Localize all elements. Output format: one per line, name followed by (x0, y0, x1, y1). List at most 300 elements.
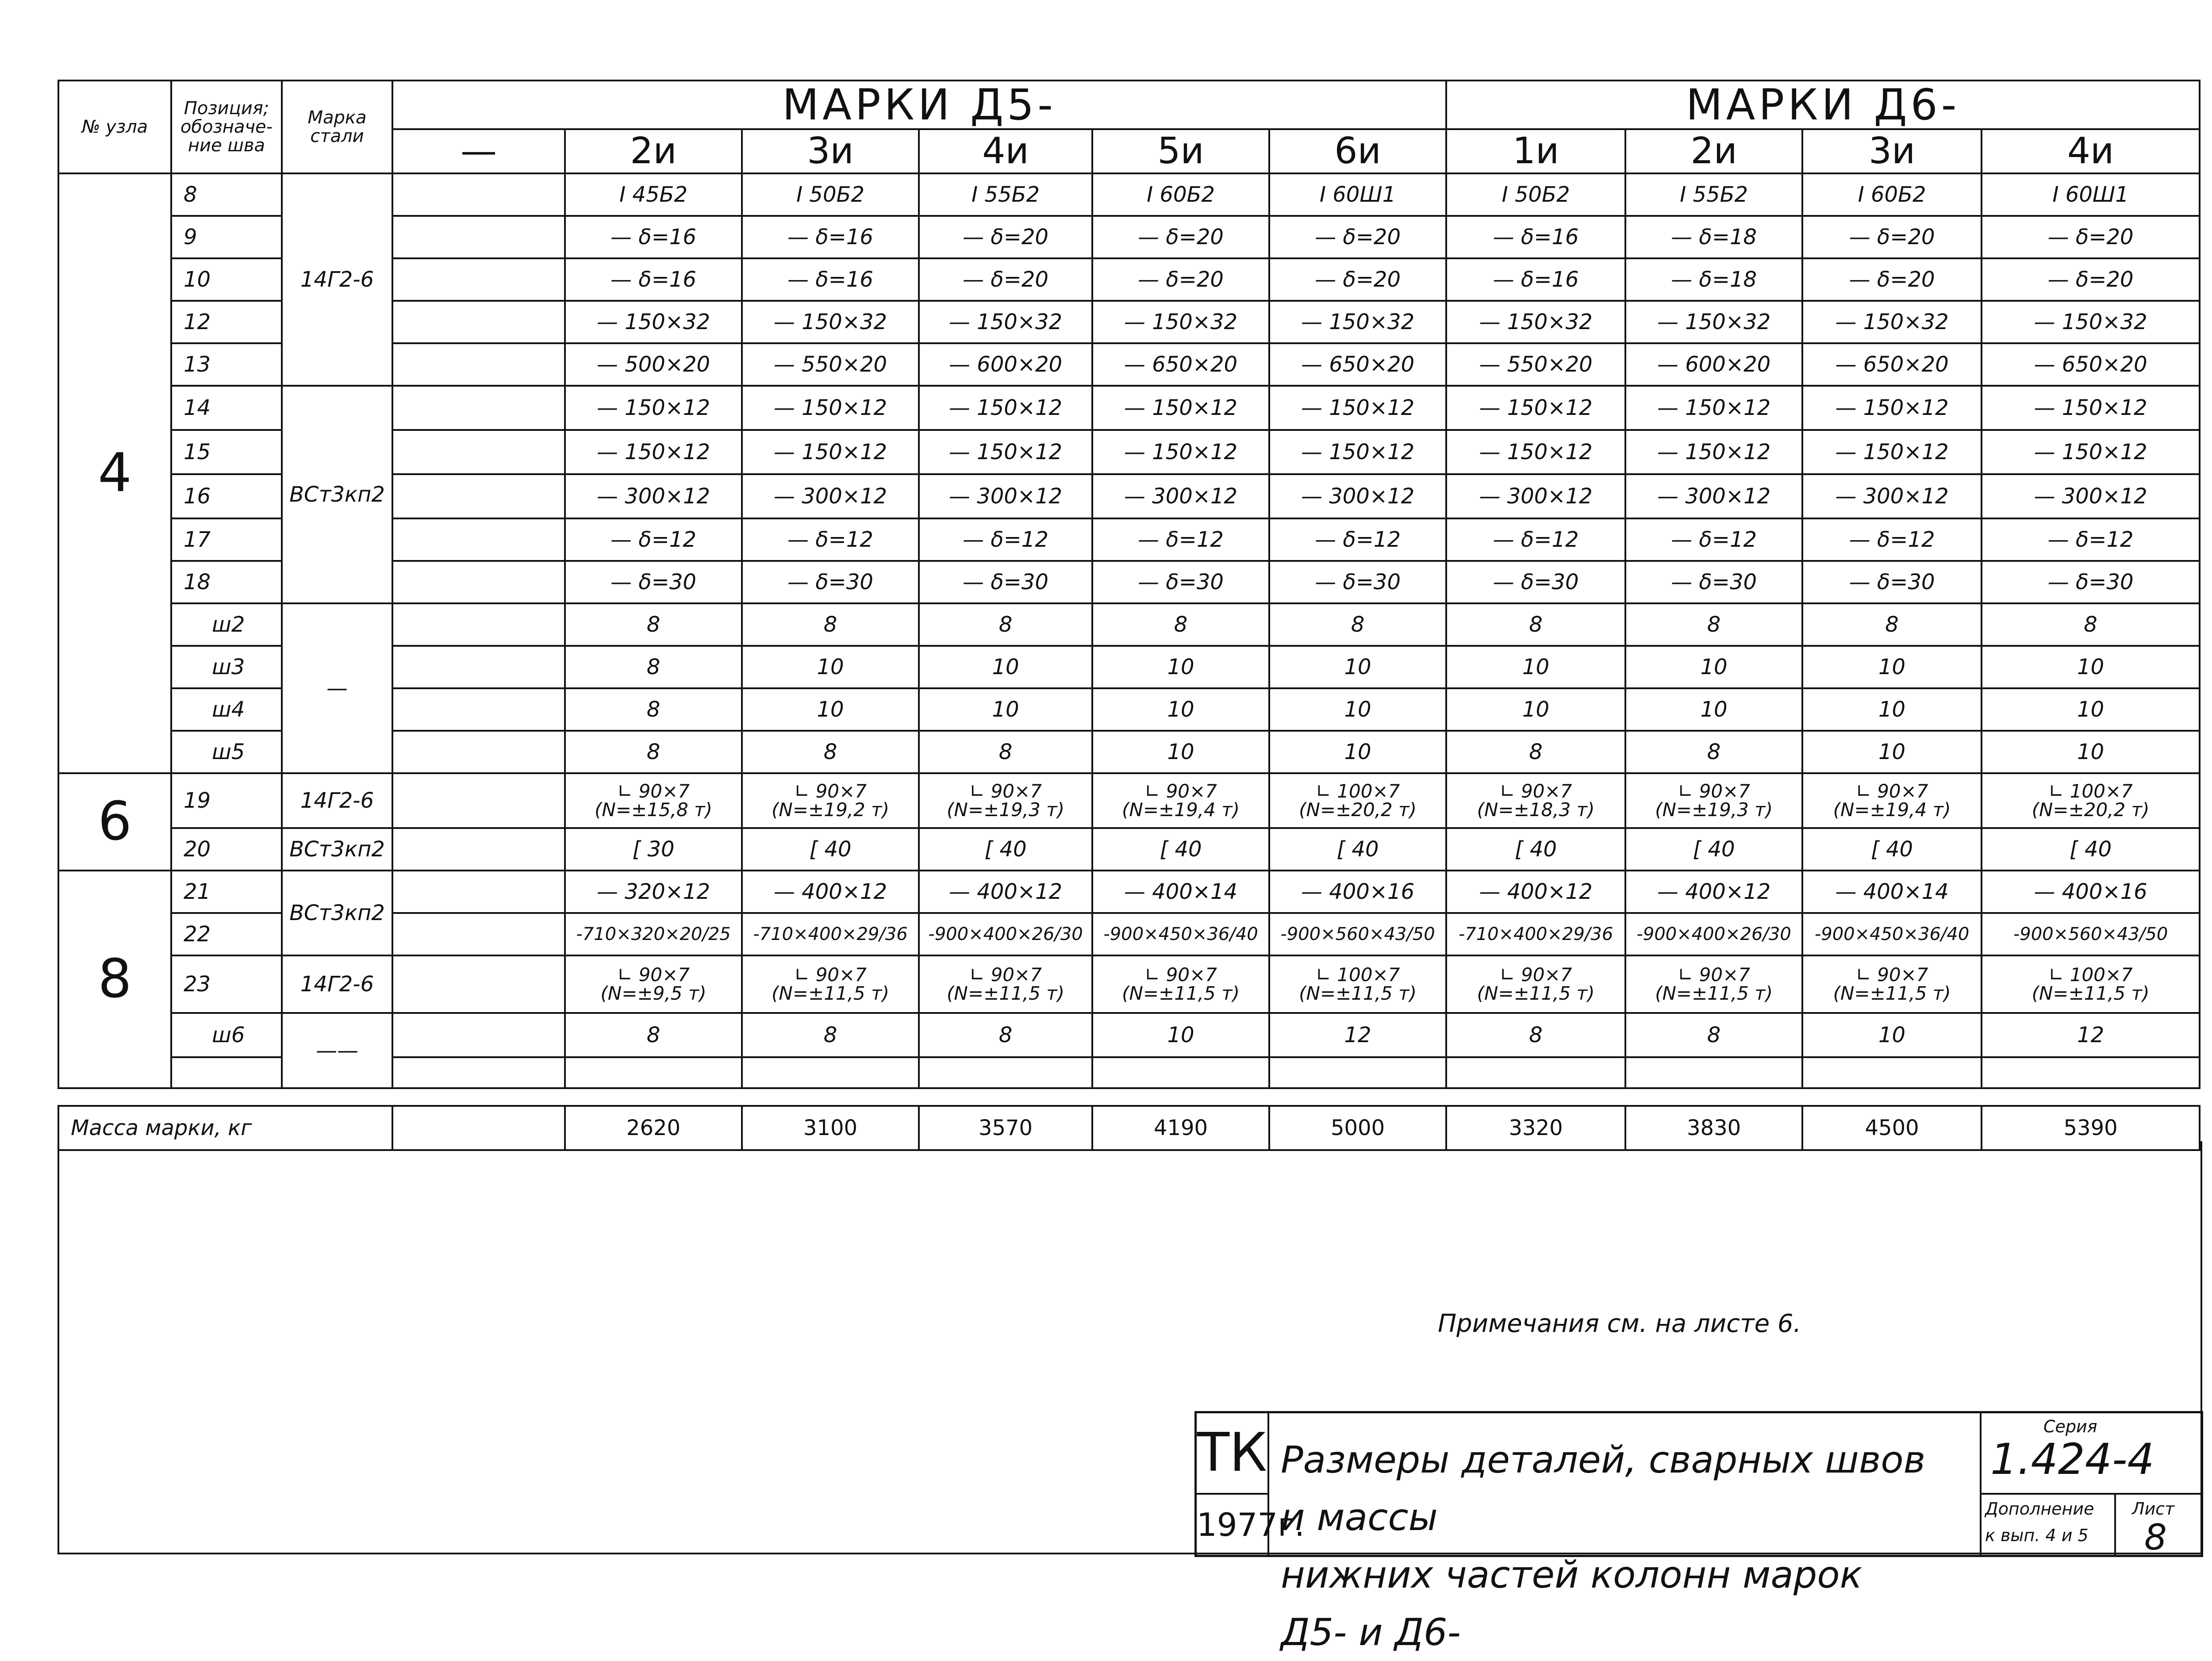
col-header-d5: 3и (742, 129, 919, 173)
value-cell: — 500×20 (565, 343, 742, 386)
note-text: Примечания см. на листе 6. (1438, 1309, 1801, 1338)
value-cell: — δ=18 (1625, 216, 1802, 258)
value-cell: [ 40 (1446, 828, 1625, 871)
value-cell: 8 (565, 646, 742, 688)
value-line: ∟ 90×7 (617, 964, 690, 986)
steel-grade: 14Г2-6 (282, 173, 392, 386)
value-cell: — 150×12 (1625, 386, 1802, 430)
value-line: (N=±11,5 т) (1299, 982, 1417, 1004)
drawing-title (1281, 1431, 1936, 1661)
value-cell: I 50Б2 (1446, 173, 1625, 216)
position-cell: 19 (171, 773, 282, 828)
value-line: (N=±18,3 т) (1477, 799, 1595, 821)
value-cell: 8 (1446, 731, 1625, 773)
value-cell: — δ=30 (1269, 561, 1446, 603)
value-line: ∟ 90×7 (617, 780, 690, 802)
value-cell: 10 (1092, 1013, 1269, 1057)
value-cell: — 150×32 (1446, 301, 1625, 343)
value-cell (565, 1057, 742, 1088)
value-cell: — δ=12 (1269, 518, 1446, 561)
node-number: 8 (58, 871, 171, 1088)
value-cell: — 400×16 (1269, 871, 1446, 913)
value-cell: — 300×12 (1982, 474, 2200, 518)
title-block (1194, 1411, 2203, 1654)
value-cell: — 150×12 (1982, 386, 2200, 430)
value-cell: — 150×12 (1982, 430, 2200, 474)
header-position: Позиция; обозначе-ние шва (171, 81, 282, 173)
value-cell: — 150×32 (1092, 301, 1269, 343)
mass-value: 3100 (742, 1106, 919, 1150)
dash-column-cell (392, 301, 565, 343)
value-cell: 8 (742, 603, 919, 646)
value-cell: — 150×12 (565, 386, 742, 430)
dash-column-cell (392, 646, 565, 688)
value-cell: — 150×12 (1446, 430, 1625, 474)
steel-grade: ВСт3кп2 (282, 828, 392, 871)
value-cell (1446, 1057, 1625, 1088)
col-header-d6: 3и (1802, 129, 1982, 173)
mass-value: 4500 (1802, 1106, 1982, 1150)
value-cell: -900×450×36/40 (1092, 913, 1269, 955)
col-header-dash: — (392, 129, 565, 173)
dash-column-cell (392, 913, 565, 955)
value-line: (N=±19,4 т) (1833, 799, 1951, 821)
dash-column-cell (392, 343, 565, 386)
value-line: ∟ 90×7 (794, 780, 867, 802)
value-cell: I 60Ш1 (1982, 173, 2200, 216)
value-cell: [ 40 (742, 828, 919, 871)
value-cell: — 300×12 (1625, 474, 1802, 518)
value-line: ∟ 90×7 (794, 964, 867, 986)
value-cell: — 300×12 (919, 474, 1092, 518)
value-cell: 10 (1092, 731, 1269, 773)
value-cell (919, 773, 1092, 828)
mass-value: 3570 (919, 1106, 1092, 1150)
value-cell: — 150×12 (742, 430, 919, 474)
value-cell: — δ=30 (1446, 561, 1625, 603)
value-cell: 10 (919, 688, 1092, 731)
value-cell: 8 (1625, 731, 1802, 773)
value-cell: 8 (1802, 603, 1982, 646)
value-line: ∟ 90×7 (1499, 964, 1572, 986)
value-cell: — 150×12 (1269, 430, 1446, 474)
value-cell: — 300×12 (1802, 474, 1982, 518)
value-cell: 8 (742, 1013, 919, 1057)
value-line: (N=±19,4 т) (1122, 799, 1240, 821)
value-cell: 10 (1269, 646, 1446, 688)
value-line: ∟ 90×7 (1678, 780, 1751, 802)
value-cell: — δ=30 (742, 561, 919, 603)
steel-grade: — (282, 603, 392, 773)
value-cell: — 400×12 (742, 871, 919, 913)
value-cell: -900×560×43/50 (1982, 913, 2200, 955)
value-line: (N=±11,5 т) (1477, 982, 1595, 1004)
value-line: (N=±11,5 т) (772, 982, 889, 1004)
series-label: Серия (2043, 1417, 2097, 1436)
value-cell: I 60Б2 (1802, 173, 1982, 216)
dash-column-cell (392, 518, 565, 561)
value-cell: [ 40 (1982, 828, 2200, 871)
value-cell: — δ=30 (1982, 561, 2200, 603)
value-cell (919, 1057, 1092, 1088)
value-cell: -710×400×29/36 (742, 913, 919, 955)
value-cell: — 150×12 (1092, 430, 1269, 474)
value-cell: — δ=12 (919, 518, 1092, 561)
value-cell: [ 40 (1269, 828, 1446, 871)
value-cell: 8 (1269, 603, 1446, 646)
value-cell: — δ=16 (1446, 258, 1625, 301)
mass-value: 3320 (1446, 1106, 1625, 1150)
value-line: (N=±19,2 т) (772, 799, 889, 821)
mass-value: 2620 (565, 1106, 742, 1150)
value-cell (742, 1057, 919, 1088)
value-cell (1802, 955, 1982, 1013)
value-cell: -900×400×26/30 (1625, 913, 1802, 955)
value-cell: — 300×12 (742, 474, 919, 518)
value-cell: 8 (1446, 1013, 1625, 1057)
value-cell: — 650×20 (1982, 343, 2200, 386)
value-cell: — 400×16 (1982, 871, 2200, 913)
dash-column-cell (392, 828, 565, 871)
value-cell: — 650×20 (1092, 343, 1269, 386)
drawing-sheet (58, 80, 2199, 1553)
sheet-number: 8 (2144, 1517, 2167, 1558)
value-cell: — 150×32 (1982, 301, 2200, 343)
value-cell: — δ=16 (1446, 216, 1625, 258)
col-header-d6: 2и (1625, 129, 1802, 173)
supplement-box (1980, 1495, 2116, 1555)
position-cell: 16 (171, 474, 282, 518)
position-cell: 12 (171, 301, 282, 343)
position-cell: 20 (171, 828, 282, 871)
value-cell: 8 (1092, 603, 1269, 646)
value-line: (N=±15,8 т) (595, 799, 712, 821)
value-cell: — δ=12 (1625, 518, 1802, 561)
value-line: ∟ 90×7 (1855, 964, 1928, 986)
value-line: ∟ 90×7 (1678, 964, 1751, 986)
value-cell: — 300×12 (565, 474, 742, 518)
value-cell (1982, 1057, 2200, 1088)
value-cell: — δ=30 (565, 561, 742, 603)
value-cell (1982, 955, 2200, 1013)
value-cell: — δ=16 (742, 216, 919, 258)
value-cell: 10 (1982, 646, 2200, 688)
position-cell: 14 (171, 386, 282, 430)
position-cell: ш4 (171, 688, 282, 731)
value-cell (565, 773, 742, 828)
value-cell (1269, 773, 1446, 828)
value-cell: 10 (1802, 1013, 1982, 1057)
value-cell: -900×400×26/30 (919, 913, 1092, 955)
value-cell: — δ=20 (1092, 258, 1269, 301)
value-cell: — 550×20 (742, 343, 919, 386)
value-cell: — δ=12 (565, 518, 742, 561)
value-cell: 10 (1092, 646, 1269, 688)
value-cell: 10 (1446, 688, 1625, 731)
value-cell: — δ=18 (1625, 258, 1802, 301)
details-table (58, 80, 2200, 1151)
dash-column-cell (392, 1057, 565, 1088)
value-cell: 10 (1982, 731, 2200, 773)
value-cell: — 300×12 (1269, 474, 1446, 518)
value-cell: — δ=20 (919, 258, 1092, 301)
value-cell: — δ=20 (919, 216, 1092, 258)
value-cell: — 150×12 (1625, 430, 1802, 474)
value-cell: — δ=12 (1446, 518, 1625, 561)
value-line: (N=±11,5 т) (947, 982, 1064, 1004)
value-cell: 10 (1446, 646, 1625, 688)
drawing-title-line1: Размеры деталей, сварных швов и массы (1281, 1438, 1926, 1539)
org-code: ТК (1197, 1413, 1269, 1495)
value-cell: — δ=30 (1092, 561, 1269, 603)
supplement-label: Дополнение (1985, 1499, 2094, 1519)
position-cell (171, 1057, 282, 1088)
value-cell: 10 (1269, 688, 1446, 731)
value-cell: — δ=30 (1625, 561, 1802, 603)
value-cell: 8 (1625, 1013, 1802, 1057)
value-line: ∟ 90×7 (1144, 780, 1217, 802)
value-cell: — δ=20 (1269, 258, 1446, 301)
value-cell: — 400×12 (1625, 871, 1802, 913)
value-cell: 8 (565, 603, 742, 646)
value-cell: — δ=20 (1982, 216, 2200, 258)
value-cell: 8 (1446, 603, 1625, 646)
series-value: 1.424-4 (1990, 1435, 2154, 1484)
group-title-d5: МАРКИ Д5- (392, 81, 1446, 129)
value-cell: I 60Б2 (1092, 173, 1269, 216)
node-number: 4 (58, 173, 171, 773)
value-cell: — 400×14 (1802, 871, 1982, 913)
value-cell: 10 (1802, 688, 1982, 731)
value-cell: 8 (919, 731, 1092, 773)
dash-column-cell (392, 603, 565, 646)
dash-column-cell (392, 1106, 565, 1150)
value-line: ∟ 100×7 (1315, 964, 1400, 986)
value-cell: — 600×20 (1625, 343, 1802, 386)
value-cell: — δ=16 (742, 258, 919, 301)
value-cell: 10 (1269, 731, 1446, 773)
value-cell: -710×400×29/36 (1446, 913, 1625, 955)
value-line: (N=±20,2 т) (1299, 799, 1417, 821)
steel-grade: ВСт3кп2 (282, 386, 392, 603)
value-cell: -710×320×20/25 (565, 913, 742, 955)
value-cell: — 150×32 (565, 301, 742, 343)
col-header-d5: 4и (919, 129, 1092, 173)
col-header-d5: 2и (565, 129, 742, 173)
sheet-box (2114, 1495, 2201, 1558)
dash-column-cell (392, 955, 565, 1013)
position-cell: 18 (171, 561, 282, 603)
value-cell: [ 40 (1802, 828, 1982, 871)
spacer (58, 1088, 2200, 1106)
value-cell (1092, 955, 1269, 1013)
dash-column-cell (392, 1013, 565, 1057)
value-cell: — δ=16 (565, 258, 742, 301)
dash-column-cell (392, 731, 565, 773)
value-line: ∟ 90×7 (969, 964, 1042, 986)
value-cell (1446, 955, 1625, 1013)
value-line: (N=±19,3 т) (947, 799, 1064, 821)
value-cell (1269, 955, 1446, 1013)
value-cell: — 550×20 (1446, 343, 1625, 386)
value-line: ∟ 90×7 (1855, 780, 1928, 802)
value-cell: 10 (1625, 646, 1802, 688)
value-cell: 8 (565, 1013, 742, 1057)
col-header-d5: 5и (1092, 129, 1269, 173)
value-cell: I 50Б2 (742, 173, 919, 216)
value-cell (565, 955, 742, 1013)
value-cell: — δ=20 (1982, 258, 2200, 301)
position-cell: 8 (171, 173, 282, 216)
value-cell: — δ=20 (1269, 216, 1446, 258)
value-cell: 10 (742, 646, 919, 688)
value-cell: — 400×12 (1446, 871, 1625, 913)
col-header-d6: 1и (1446, 129, 1625, 173)
mass-value: 4190 (1092, 1106, 1269, 1150)
value-cell: — δ=30 (919, 561, 1092, 603)
value-cell: 10 (1982, 688, 2200, 731)
value-cell (1269, 1057, 1446, 1088)
value-cell: [ 30 (565, 828, 742, 871)
value-cell: [ 40 (1092, 828, 1269, 871)
value-cell: — 150×12 (1802, 386, 1982, 430)
dash-column-cell (392, 561, 565, 603)
value-cell: — 150×12 (1802, 430, 1982, 474)
value-cell: -900×560×43/50 (1269, 913, 1446, 955)
value-line: ∟ 100×7 (2048, 780, 2133, 802)
value-cell: — 300×12 (1092, 474, 1269, 518)
position-cell: 10 (171, 258, 282, 301)
value-cell: — 300×12 (1446, 474, 1625, 518)
value-cell: — 150×12 (742, 386, 919, 430)
value-cell: 10 (1625, 688, 1802, 731)
position-cell: 13 (171, 343, 282, 386)
value-cell: — 600×20 (919, 343, 1092, 386)
dash-column-cell (392, 386, 565, 430)
value-cell: 10 (919, 646, 1092, 688)
dash-column-cell (392, 773, 565, 828)
value-cell: 10 (742, 688, 919, 731)
value-cell: 8 (1982, 603, 2200, 646)
value-cell: — 150×32 (1625, 301, 1802, 343)
value-cell (1092, 773, 1269, 828)
position-cell: 22 (171, 913, 282, 955)
value-cell: 8 (1625, 603, 1802, 646)
value-cell: 10 (1092, 688, 1269, 731)
position-cell: ш6 (171, 1013, 282, 1057)
dash-column-cell (392, 173, 565, 216)
value-cell (1625, 1057, 1802, 1088)
value-cell: — 150×32 (742, 301, 919, 343)
value-line: (N=±19,3 т) (1655, 799, 1773, 821)
mass-value: 3830 (1625, 1106, 1802, 1150)
dash-column-cell (392, 688, 565, 731)
position-cell: 15 (171, 430, 282, 474)
value-cell (919, 955, 1092, 1013)
value-cell: — 400×12 (919, 871, 1092, 913)
value-line: (N=±11,5 т) (2032, 982, 2150, 1004)
value-line: (N=±11,5 т) (1122, 982, 1240, 1004)
position-cell: ш5 (171, 731, 282, 773)
value-cell (1625, 773, 1802, 828)
group-title-d6: МАРКИ Д6- (1446, 81, 2200, 129)
steel-grade: ВСт3кп2 (282, 871, 392, 955)
value-cell: 8 (742, 731, 919, 773)
value-cell (742, 773, 919, 828)
value-cell (1625, 955, 1802, 1013)
node-number: 6 (58, 773, 171, 871)
steel-grade: —— (282, 1013, 392, 1088)
mass-label: Масса марки, кг (58, 1106, 392, 1150)
value-cell: I 55Б2 (919, 173, 1092, 216)
position-cell: ш3 (171, 646, 282, 688)
value-line: ∟ 90×7 (969, 780, 1042, 802)
dash-column-cell (392, 871, 565, 913)
value-cell (1982, 773, 2200, 828)
value-cell: — 150×32 (919, 301, 1092, 343)
value-cell: — 150×12 (1092, 386, 1269, 430)
value-cell: 12 (1982, 1013, 2200, 1057)
value-cell (1446, 773, 1625, 828)
series-box (1980, 1413, 2203, 1495)
header-steel: Марка стали (282, 81, 392, 173)
value-cell: — 150×12 (565, 430, 742, 474)
value-cell: 10 (1802, 731, 1982, 773)
value-cell: — δ=16 (565, 216, 742, 258)
header-node-no: № узла (58, 81, 171, 173)
value-cell: — δ=12 (1092, 518, 1269, 561)
value-cell: I 45Б2 (565, 173, 742, 216)
position-cell: 17 (171, 518, 282, 561)
value-line: (N=±9,5 т) (600, 982, 707, 1004)
steel-grade: 14Г2-6 (282, 773, 392, 828)
value-cell: 8 (565, 731, 742, 773)
value-cell: — 150×32 (1802, 301, 1982, 343)
supplement-value: к вып. 4 и 5 (1985, 1526, 2089, 1545)
value-cell: — δ=20 (1092, 216, 1269, 258)
value-cell: — δ=12 (742, 518, 919, 561)
value-cell: 8 (565, 688, 742, 731)
value-cell: — δ=12 (1802, 518, 1982, 561)
value-cell: — δ=12 (1982, 518, 2200, 561)
value-cell: 12 (1269, 1013, 1446, 1057)
value-cell (1092, 1057, 1269, 1088)
dash-column-cell (392, 258, 565, 301)
value-cell: [ 40 (919, 828, 1092, 871)
value-cell: — 150×12 (919, 386, 1092, 430)
sheet-label: Лист (2132, 1499, 2175, 1519)
value-cell: — 150×32 (1269, 301, 1446, 343)
value-cell: — 150×12 (1446, 386, 1625, 430)
value-cell: — δ=20 (1802, 258, 1982, 301)
mass-value: 5000 (1269, 1106, 1446, 1150)
value-cell: — δ=20 (1802, 216, 1982, 258)
value-cell: I 60Ш1 (1269, 173, 1446, 216)
mass-value: 5390 (1982, 1106, 2200, 1150)
value-line: (N=±11,5 т) (1833, 982, 1951, 1004)
value-cell: — 150×12 (1269, 386, 1446, 430)
dash-column-cell (392, 216, 565, 258)
value-cell (742, 955, 919, 1013)
position-cell: 21 (171, 871, 282, 913)
value-cell: — 400×14 (1092, 871, 1269, 913)
value-line: (N=±11,5 т) (1655, 982, 1773, 1004)
col-header-d6: 4и (1982, 129, 2200, 173)
position-cell: ш2 (171, 603, 282, 646)
value-cell: 10 (1802, 646, 1982, 688)
steel-grade: 14Г2-6 (282, 955, 392, 1013)
value-line: ∟ 100×7 (1315, 780, 1400, 802)
